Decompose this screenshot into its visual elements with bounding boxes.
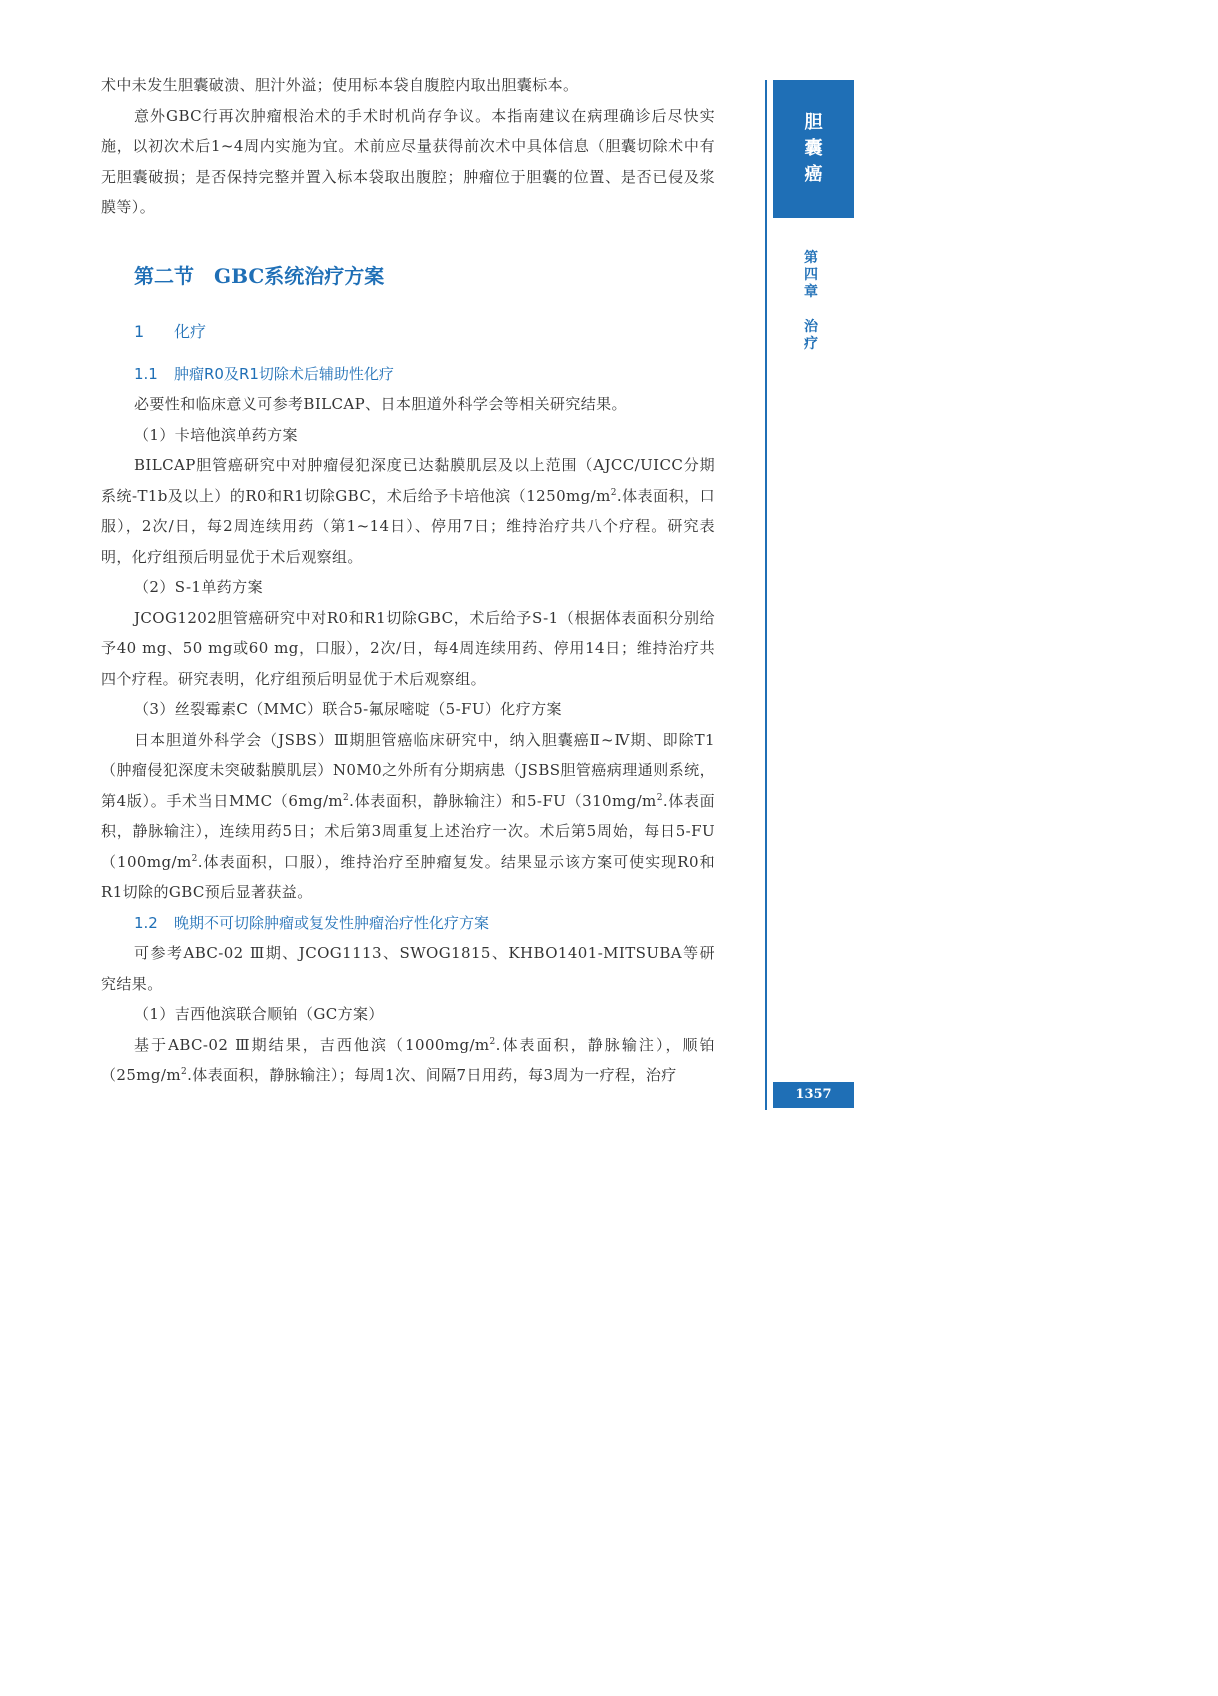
- heading-text: 晚期不可切除肿瘤或复发性肿瘤治疗性化疗方案: [174, 913, 490, 932]
- heading-level-2: [134, 908, 715, 939]
- paragraph: JCOG1202胆管癌研究中对R0和R1切除GBC，术后给予S-1（根据体表面积分别给予40 mg、50 mg或60 mg，口服），2次/日，每4周连续用药、停用14日；维持治疗共四个疗程。研究表明，化疗组预后明显优于术后观察组。: [101, 608, 715, 688]
- page-number: 1357: [773, 1082, 854, 1108]
- paragraph: 必要性和临床意义可参考BILCAP、日本胆道外科学会等相关研究结果。: [134, 395, 627, 413]
- heading-number: 1: [134, 321, 145, 341]
- paragraph: 基于ABC-02 Ⅲ期结果，吉西他滨（$1000mg/m^2$.体表面积，静脉输注），顺铂（$25mg/m^2$.体表面积，静脉输注）；每周1次、间隔7日用药，每3周为一疗程，治疗: [101, 1035, 715, 1084]
- heading-number: 1.1: [134, 364, 158, 383]
- chapter-label: [799, 250, 823, 353]
- main-content: [101, 70, 715, 1091]
- tab-char: 癌: [804, 164, 823, 185]
- paragraph: 意外GBC行再次肿瘤根治术的手术时机尚存争议。本指南建议在病理确诊后尽快实施，以初次术后1~4周内实施为宜。术前应尽量获得前次术中具体信息（胆囊切除术中有无胆囊破损；是否保持完整并置入标本袋取出腹腔；肿瘤位于胆囊的位置、是否已侵及浆膜等）。: [101, 106, 715, 216]
- paragraph: （1）吉西他滨联合顺铂（GC方案）: [134, 1005, 384, 1023]
- chapter-char: 章: [804, 284, 818, 300]
- chapter-char: 第: [804, 250, 818, 266]
- heading-number: 1.2: [134, 913, 158, 932]
- paragraph: 日本胆道外科学会（JSBS）Ⅲ期胆管癌临床研究中，纳入胆囊癌Ⅱ~Ⅳ期、即除T1（肿瘤侵犯深度未突破黏膜肌层）N0M0之外所有分期病患（JSBS胆管癌病理通则系统，第4版）。手术当日$MMC(6mg/m^2$.体表面积，静脉输注）和$5-FU(310mg/m^2$.体表面积，静脉输注），连续用药5日；术后第3周重复上述治疗一次。术后第5周始，每日$5-FU(100mg/m^2$.体表面积，口服），维持治疗至肿瘤复发。结果显示该方案可使实现R0和R1切除的GBC预后显著获益。: [101, 730, 715, 901]
- heading-level-2: [134, 359, 715, 390]
- heading-text: 肿瘤R0及R1切除术后辅助性化疗: [174, 364, 394, 383]
- chapter-title-char: 疗: [804, 336, 818, 352]
- section-title: 第二节 GBC系统治疗方案: [134, 263, 385, 288]
- chapter-char: 四: [804, 267, 818, 283]
- paragraph: （2）S-1单药方案: [134, 578, 263, 596]
- tab-char: 囊: [804, 138, 823, 159]
- paragraph: （3）丝裂霉素C（MMC）联合5-氟尿嘧啶（5-FU）化疗方案: [134, 700, 562, 718]
- paragraph: （1）卡培他滨单药方案: [134, 425, 298, 444]
- margin-divider: [765, 80, 767, 1110]
- chapter-tab: [773, 80, 854, 218]
- paragraph: 术中未发生胆囊破溃、胆汁外溢；使用标本袋自腹腔内取出胆囊标本。: [101, 76, 579, 94]
- chapter-title-char: 治: [804, 319, 818, 335]
- heading-level-1: [134, 315, 715, 349]
- tab-char: 胆: [804, 112, 823, 133]
- paragraph: BILCAP胆管癌研究中对肿瘤侵犯深度已达黏膜肌层及以上范围（AJCC/UICC分期系统-T1b及以上）的R0和R1切除GBC，术后给予卡培他滨（$1250mg/m^2$.体表面积，口服），2次/日，每2周连续用药（第1~14日）、停用7日；维持治疗共八个疗程。研究表明，化疗组预后明显优于术后观察组。: [101, 456, 715, 566]
- paragraph: 可参考ABC-02 Ⅲ期、JCOG1113、SWOG1815、KHBO1401-MITSUBA等研究结果。: [101, 944, 715, 993]
- heading-text: 化疗: [174, 321, 207, 341]
